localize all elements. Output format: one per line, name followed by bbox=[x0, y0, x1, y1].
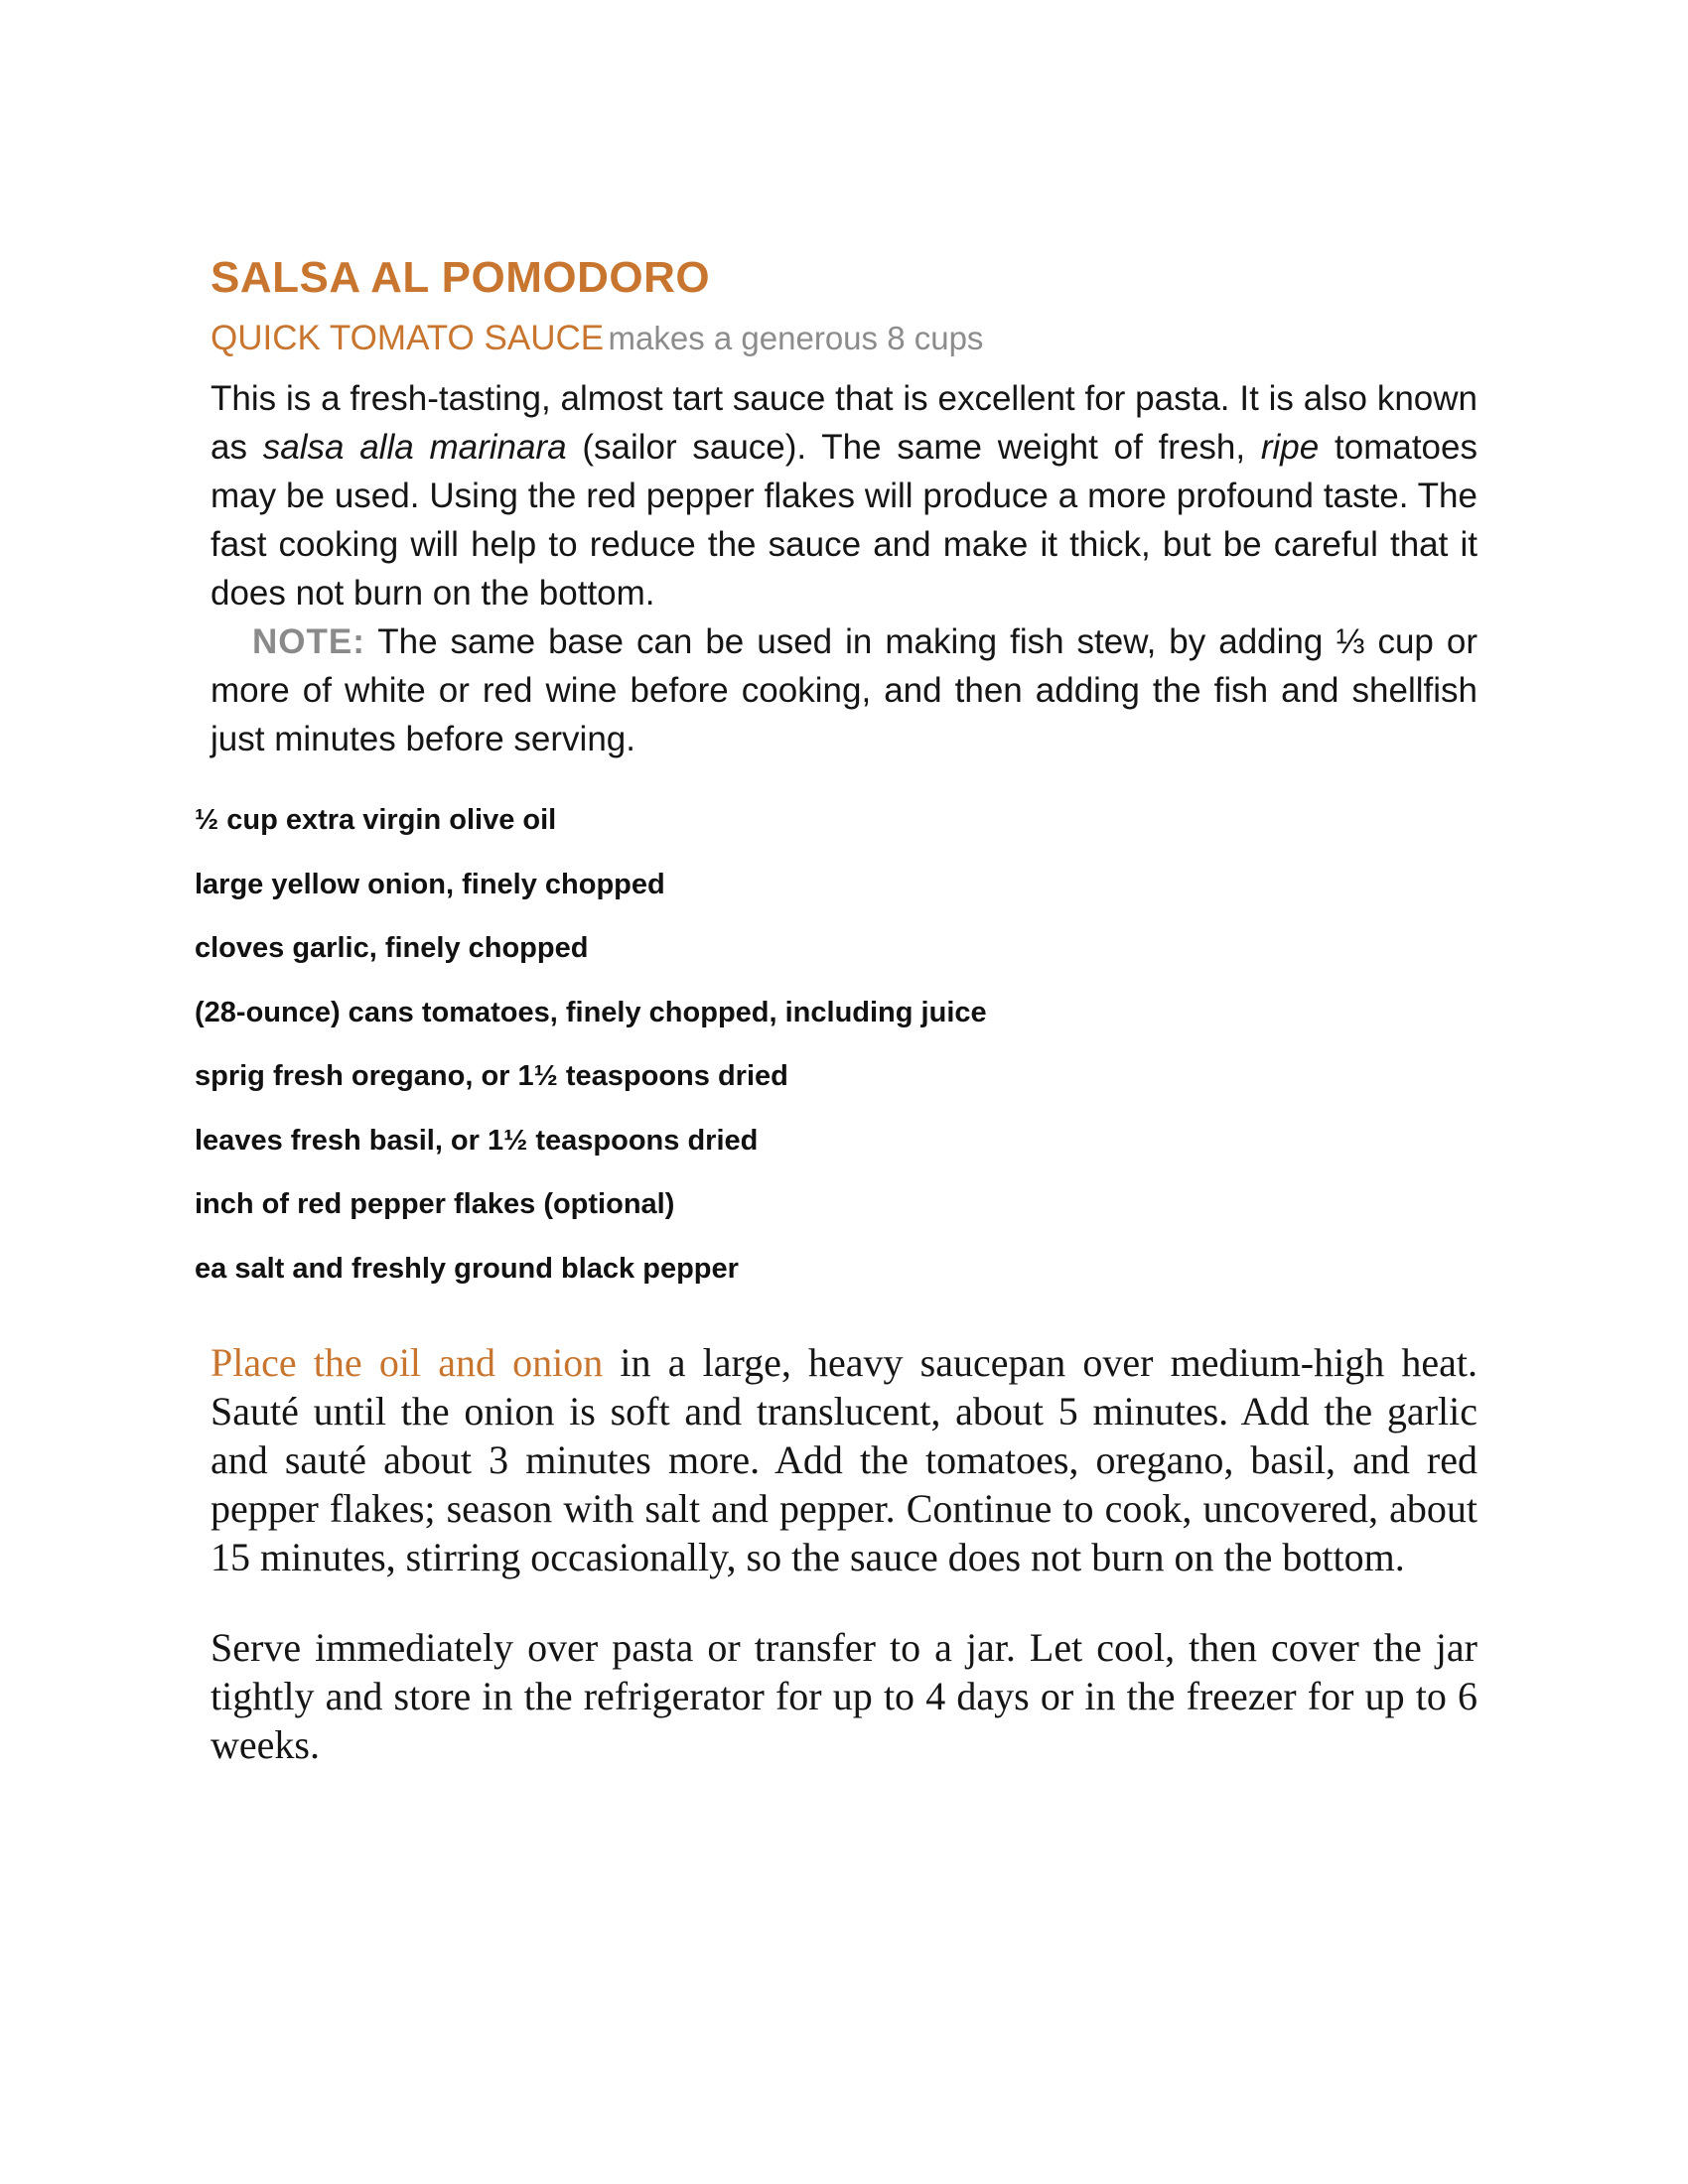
note-label: NOTE: bbox=[252, 622, 365, 661]
method-step-2 bbox=[211, 1623, 1477, 1769]
note-paragraph bbox=[211, 617, 1477, 763]
intro-italic-ripe: ripe bbox=[1260, 428, 1320, 467]
step-text: Serve immediately over pasta or transfer to a jar. Let cool, then cover the jar tightly and store in the refrigerator for up to 4 days or in the freezer for up to 6 weeks. bbox=[211, 1625, 1477, 1767]
note-text: The same base can be used in making fish stew, by adding ⅓ cup or more of white or red wine before cooking, and then adding the fish and shellfish just minutes before serving. bbox=[211, 622, 1477, 758]
step-lead-in: Place the oil and onion bbox=[211, 1340, 604, 1385]
recipe-header bbox=[211, 250, 1477, 763]
intro-text-3: tomatoes may be used. Using the red pepper flakes will produce a more profound taste. The fast cooking will help to reduce the sauce and make it thick, but be careful that it does not burn on the bottom. bbox=[211, 428, 1477, 613]
intro-italic-marinara: salsa alla marinara bbox=[262, 428, 567, 467]
recipe-yield: makes a generous 8 cups bbox=[608, 320, 984, 356]
intro-paragraph bbox=[211, 374, 1477, 617]
intro-text-1: This is a fresh-tasting, almost tart sauce that is excellent for pasta. It is also known as bbox=[211, 379, 1477, 467]
subtitle-row bbox=[211, 316, 1477, 368]
intro-text-2: (sailor sauce). The same weight of fresh, bbox=[566, 428, 1261, 467]
ingredient-item: ½ cup extra virgin olive oil bbox=[195, 804, 557, 836]
method-step-1 bbox=[211, 1338, 1477, 1581]
ingredient-item: cloves garlic, finely chopped bbox=[195, 932, 589, 964]
ingredient-item: ea salt and freshly ground black pepper bbox=[195, 1252, 739, 1285]
step-text: in a large, heavy saucepan over medium-high heat. Sauté until the onion is soft and translucent, about 5 minutes. Add the garlic and sauté about 3 minutes more. Add the tomatoes, oregano, basil, and red pepper flakes; season with salt and pepper. Continue to cook, uncovered, about 15 minutes, stirring occasionally, so the sauce does not burn on the bottom. bbox=[211, 1340, 1477, 1579]
ingredient-item: large yellow onion, finely chopped bbox=[195, 868, 665, 900]
ingredient-item: sprig fresh oregano, or 1½ teaspoons dried bbox=[195, 1060, 788, 1092]
method-steps bbox=[211, 1338, 1477, 1811]
recipe-subtitle: QUICK TOMATO SAUCE bbox=[211, 319, 605, 357]
ingredient-item: (28-ounce) cans tomatoes, finely chopped, including juice bbox=[195, 996, 987, 1028]
recipe-title: SALSA AL POMODORO bbox=[211, 253, 711, 302]
ingredient-list bbox=[195, 800, 1188, 1312]
ingredient-item: leaves fresh basil, or 1½ teaspoons dried bbox=[195, 1124, 759, 1157]
ingredient-item: inch of red pepper flakes (optional) bbox=[195, 1188, 675, 1220]
